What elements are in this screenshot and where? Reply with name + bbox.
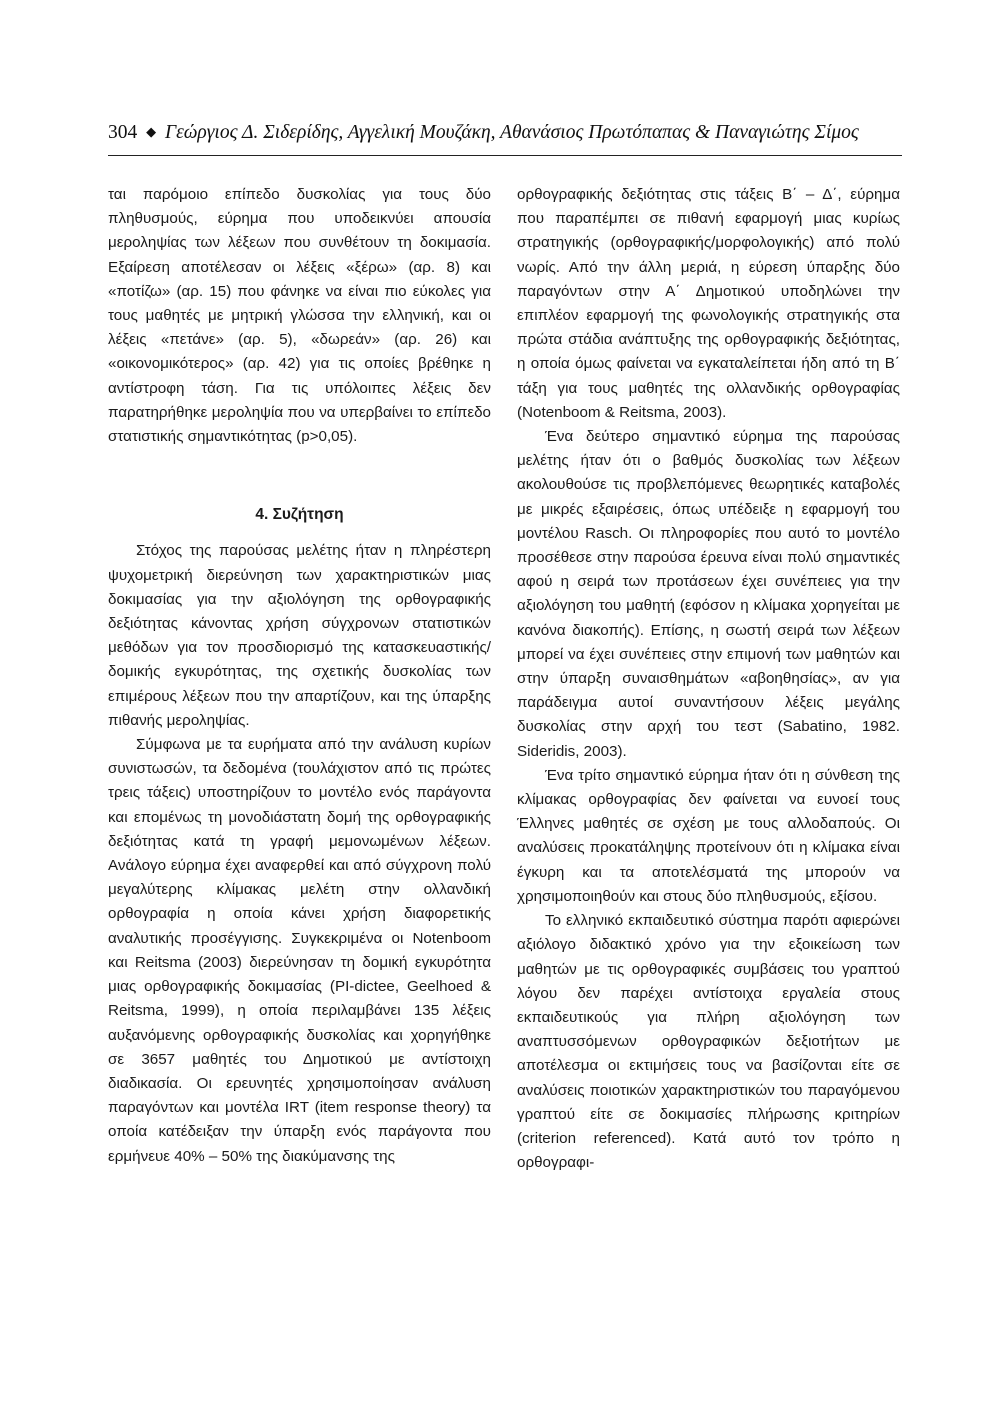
right-paragraph-1: ορθογραφικής δεξιότητας στις τάξεις Β΄ – Δ΄, εύρημα που παραπέμπει σε πιθανή εφαρμογή μιας κυρίως στρατηγικής (ορθογραφικής/μορφολογικής) από πολύ νωρίς. Από την άλλη μεριά, η εύρεση ύπαρξης δύο παραγόντων στην Α΄ Δημοτικού υποδηλώνει την επιπλέον εφαρμογή της φωνολογικής στρατηγικής στα πρώτα στάδια ανάπτυξης της ορθογραφικής δεξιότητας, η οποία όμως φαίνεται να εγκαταλείπεται ήδη από τη Β΄ τάξη για τους μαθητές της ολλανδικής ορθογραφίας (Notenboom & Reitsma, 2003). (517, 186, 900, 421)
left-paragraph-3: Σύμφωνα με τα ευρήματα από την ανάλυση κυρίων συνιστωσών, τα δεδομένα (τουλάχιστον από τις πρώτες τρεις τάξεις) υποστηρίζουν το μοντέλο ενός παράγοντα και επομένως τη μονοδιάστατη δομή της ορθογραφικής δεξιότητας κατά τη γραφή μεμονωμένων λέξεων. Ανάλογο εύρημα έχει αναφερθεί και από σύγχρονη πολύ μεγαλύτερης κλίμακας μελέτη στην ολλανδική ορθογραφία η οποία κάνει χρήση διαφορετικής αναλυτικής προσέγγισης. Συγκεκριμένα οι Notenboom και Reitsma (2003) διερεύνησαν τη δομική εγκυρότητα μιας ορθογραφικής δοκιμασίας (PI-dictee, Geelhoed & Reitsma, 1999), η οποία περιλαμβάνει 135 λέξεις αυξανόμενης ορθογραφικής δυσκολίας και χορηγήθηκε σε 3657 μαθητές του Δημοτικού με αντίστοιχη διαδικασία. Οι ερευνητές χρησιμοποίησαν ανάλυση παραγόντων και μοντέλα IRT (item response theory) τα οποία κατέδειξαν την ύπαρξη ενός παράγοντα που ερμήνευε 40% – 50% της διακύμανσης της (108, 736, 491, 1165)
section-heading: 4. Συζήτηση (255, 506, 344, 524)
left-column (108, 183, 491, 1169)
right-paragraph-3: Ένα τρίτο σημαντικό εύρημα ήταν ότι η σύνθεση της κλίμακας ορθογραφίας δεν φαίνεται να ευνοεί τους Έλληνες μαθητές σε σχέση με τους αλλοδαπούς. Οι αναλύσεις προκατάληψης προτείνουν ότι η κλίμακα είναι έγκυρη και τα αποτελέσματά της μπορούν να χρησιμοποιηθούν και στους δύο πληθυσμούς, εξίσου. (517, 766, 900, 905)
right-paragraph-2: Ένα δεύτερο σημαντικό εύρημα της παρούσας μελέτης ήταν ότι ο βαθμός δυσκολίας των λέξεων ακολουθούσε τις προβλεπόμενες θεωρητικές καταβολές με μικρές εξαιρέσεις, όπως υπέδειξε η εφαρμογή του μοντέλου Rasch. Οι πληροφορίες που αυτό το μοντέλο προσέθεσε στην παρούσα έρευνα είναι πολύ σημαντικές αφού η σειρά των προτάσεων έχει συνέπειες για την αξιολόγηση του μαθητή (εφόσον η κλίμακα χορηγείται με κανόνα διακοπής). Επίσης, η σωστή σειρά των λέξεων μπορεί να έχει συνέπειες στην επιμονή των μαθητών και στην ύπαρξη συναισθημάτων «αβοηθησίας», αν για παράδειγμα αυτοί συναντήσουν λέξεις μεγάλης δυσκολίας στην αρχή του τεστ (Sabatino, 1982. Sideridis, 2003). (517, 428, 900, 760)
heading-spacer (108, 527, 491, 539)
left-paragraph-1: ται παρόμοιο επίπεδο δυσκολίας για τους δύο πληθυσμούς, εύρημα που υποδεικνύει απουσία μεροληψίας των λέξεων που συνθέτουν τη δοκιμασία. Εξαίρεση αποτέλεσαν οι λέξεις «ξέρω» (αρ. 8) και «ποτίζω» (αρ. 15) που φάνηκε να είναι πιο εύκολες για τους μαθητές με μητρική γλώσσα την ελληνική, και οι λέξεις «πετάνε» (αρ. 5), «δωρεάν» (αρ. 26) και «οικονομικότερος» (αρ. 42) για τις οποίες βρέθηκε η αντίστροφη τάση. Για τις υπόλοιπες λέξεις δεν παρατηρήθηκε μεροληψία που να υπερβαίνει το επίπεδο στατιστικής σημαντικότητας (p>0,05). (108, 186, 491, 446)
page-number: 304 (108, 122, 138, 143)
right-paragraph-4: Το ελληνικό εκπαιδευτικό σύστημα παρότι αφιερώνει αξιόλογο διδακτικό χρόνο για την εξοικείωση των μαθητών με τις ορθογραφικές συμβάσεις του γραπτού λόγου δεν παρέχει αντίστοιχα εργαλεία στους εκπαιδευτικούς για πλήρη αξιολόγηση των αναπτυσσόμενων ορθογραφικών δεξιοτήτων με αποτέλεσμα οι εκτιμήσεις τους να βασίζονται είτε σε αναλύσεις ποιοτικών χαρακτηριστικών του παραγόμενου γραπτού είτε σε δοκιμασίες πλήρωσης κριτηρίων (criterion referenced). Κατά αυτό τον τρόπο η ορθογραφι- (517, 912, 900, 1172)
running-header (108, 122, 903, 144)
header-authors: Γεώργιος Δ. Σιδερίδης, Αγγελική Μουζάκη, Αθανάσιος Πρωτόπαπας & Παναγιώτης Σίμος (165, 122, 859, 143)
diamond-icon: ◆ (146, 124, 157, 139)
left-paragraph-2: Στόχος της παρούσας μελέτης ήταν η πληρέστερη ψυχομετρική διερεύνηση των χαρακτηριστικών μιας δοκιμασίας για την αξιολόγηση της ορθογραφικής δεξιότητας κάνοντας χρήση σύγχρονων στατιστικών μεθόδων για τον προσδιορισμό της κατασκευαστικής/δομικής εγκυρότητας, της σχετικής δυσκολίας των επιμέρους λέξεων που την απαρτίζουν, και της ύπαρξης πιθανής μεροληψίας. (108, 542, 491, 729)
header-rule (108, 155, 902, 156)
section-spacer (108, 449, 491, 503)
right-column (517, 183, 900, 1175)
